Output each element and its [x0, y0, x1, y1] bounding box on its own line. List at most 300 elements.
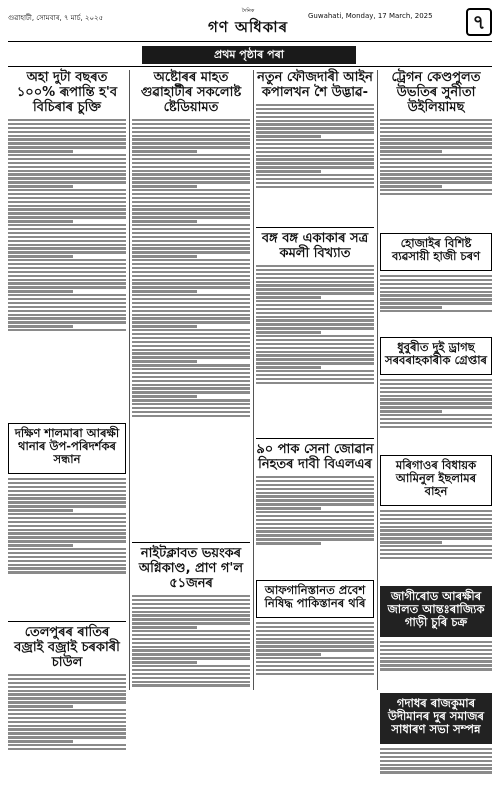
- text-line: [256, 265, 374, 267]
- text-line: [380, 135, 492, 137]
- text-line: [380, 181, 492, 183]
- text-line: [132, 127, 250, 129]
- article-body: [380, 510, 492, 582]
- text-line: [8, 282, 126, 284]
- text-line: [256, 112, 374, 114]
- article-headline: নতুন ফৌজদাৰী আইন কপালখন শৈ উদ্ভাৱ-: [257, 70, 373, 100]
- text-line: [380, 406, 492, 408]
- text-line: [8, 478, 126, 480]
- text-line: [132, 306, 250, 308]
- newspaper-page: [8, 8, 492, 736]
- text-line: [132, 634, 250, 636]
- text-line: [132, 208, 250, 210]
- text-line: [8, 279, 126, 281]
- text-line: [8, 517, 126, 519]
- text-line: [8, 224, 126, 226]
- text-line: [256, 292, 374, 294]
- text-line: [256, 308, 374, 310]
- text-line: [380, 383, 492, 385]
- text-line: [8, 201, 126, 203]
- divider: [256, 227, 374, 228]
- page-number: ৭: [466, 8, 492, 36]
- text-line: [380, 760, 492, 762]
- article-body: [380, 379, 492, 451]
- text-line: [132, 642, 250, 644]
- text-line: [132, 638, 250, 640]
- text-line: [380, 162, 492, 164]
- text-line: [380, 557, 492, 559]
- text-line: [132, 622, 250, 624]
- text-line: [8, 208, 126, 210]
- text-line: [256, 312, 374, 314]
- text-line: [132, 649, 250, 651]
- text-line: [380, 414, 492, 416]
- text-line: [8, 674, 126, 676]
- text-line: [8, 513, 126, 515]
- text-line: [8, 494, 126, 496]
- article-headline: নাইটক্লাবত ভয়ংকৰ অগ্নিকাণ্ড, প্ৰাণ গ'ল ৫১জনৰ: [138, 546, 244, 591]
- text-line: [8, 310, 126, 312]
- text-line: [380, 298, 492, 300]
- text-line: [380, 767, 492, 769]
- text-line: [132, 154, 250, 156]
- article-body: [132, 119, 250, 539]
- text-line: [380, 418, 492, 420]
- text-line: [380, 410, 442, 412]
- text-line: [380, 395, 492, 397]
- text-line: [256, 492, 374, 494]
- column-2: [132, 70, 250, 690]
- text-line: [8, 732, 126, 734]
- text-line: [380, 387, 492, 389]
- text-line: [132, 669, 250, 671]
- text-line: [132, 162, 250, 164]
- text-line: [256, 649, 374, 651]
- text-line: [132, 290, 197, 292]
- article-body: [8, 674, 126, 784]
- article-body: [380, 119, 492, 229]
- text-line: [132, 380, 250, 382]
- text-line: [256, 495, 374, 497]
- text-line: [132, 646, 250, 648]
- divider: [132, 542, 250, 543]
- text-line: [132, 251, 250, 253]
- article-headline: ৯০ পাক সেনা জোৱান নিহতৰ দাবী বিএলএৰ: [256, 442, 374, 472]
- text-line: [256, 665, 374, 667]
- text-line: [256, 131, 374, 133]
- text-line: [380, 154, 492, 156]
- text-line: [380, 541, 442, 543]
- text-line: [256, 382, 374, 384]
- text-line: [132, 181, 250, 183]
- text-line: [256, 335, 374, 337]
- text-line: [380, 131, 492, 133]
- column-4: [380, 70, 492, 736]
- text-line: [132, 325, 197, 327]
- text-line: [8, 709, 126, 711]
- text-line: [132, 119, 250, 121]
- text-line: [8, 705, 73, 707]
- text-line: [256, 323, 374, 325]
- text-line: [256, 370, 374, 372]
- text-line: [132, 599, 250, 601]
- text-line: [256, 511, 374, 513]
- text-line: [8, 567, 126, 569]
- text-line: [8, 244, 126, 246]
- text-line: [132, 201, 250, 203]
- text-line: [256, 127, 374, 129]
- text-line: [256, 634, 374, 636]
- text-line: [256, 519, 374, 521]
- text-line: [132, 138, 250, 140]
- text-line: [8, 255, 73, 257]
- text-line: [256, 327, 374, 329]
- text-line: [132, 271, 250, 273]
- text-line: [8, 686, 126, 688]
- text-line: [256, 139, 374, 141]
- text-line: [8, 236, 126, 238]
- text-line: [380, 193, 492, 195]
- text-line: [256, 296, 321, 298]
- text-line: [132, 364, 250, 366]
- text-line: [380, 518, 492, 520]
- text-line: [8, 482, 126, 484]
- masthead-title: গণ অধিকাৰ: [207, 18, 289, 36]
- text-line: [132, 317, 250, 319]
- text-line: [380, 150, 442, 152]
- text-line: [256, 378, 374, 380]
- text-line: [256, 319, 374, 321]
- header-date-right: Guwahati, Monday, 17 March, 2025: [308, 12, 433, 20]
- text-line: [132, 407, 250, 409]
- text-line: [132, 630, 250, 632]
- text-line: [380, 123, 492, 125]
- text-line: [8, 154, 126, 156]
- text-line: [380, 142, 492, 144]
- text-line: [132, 244, 250, 246]
- text-line: [380, 422, 492, 424]
- text-line: [8, 682, 126, 684]
- text-line: [132, 259, 250, 261]
- text-line: [256, 527, 374, 529]
- text-line: [380, 549, 492, 551]
- text-line: [8, 298, 126, 300]
- text-line: [8, 263, 126, 265]
- text-line: [380, 748, 492, 750]
- article-body: [256, 265, 374, 435]
- text-line: [380, 537, 492, 539]
- text-line: [8, 131, 126, 133]
- text-line: [8, 697, 126, 699]
- column-3: [256, 70, 374, 690]
- text-line: [380, 756, 492, 758]
- text-line: [256, 178, 374, 180]
- article-box-dark: [380, 693, 492, 744]
- text-line: [8, 532, 126, 534]
- text-line: [256, 515, 374, 517]
- text-line: [8, 693, 126, 695]
- text-line: [132, 123, 250, 125]
- text-line: [256, 542, 321, 544]
- text-line: [256, 480, 374, 482]
- text-line: [132, 298, 250, 300]
- text-line: [256, 354, 374, 356]
- text-line: [380, 510, 492, 512]
- text-line: [132, 189, 250, 191]
- text-line: [256, 645, 374, 647]
- text-line: [256, 347, 374, 349]
- text-line: [380, 158, 492, 160]
- text-line: [8, 181, 126, 183]
- article-body: [256, 104, 374, 224]
- column-rule: [253, 70, 254, 690]
- article-box-dark: [380, 586, 492, 637]
- text-line: [256, 277, 374, 279]
- text-line: [132, 329, 250, 331]
- text-line: [8, 544, 73, 546]
- article-headline: বঙ্গ বঙ্গ একাকাৰ সত্ৰ কমলী বিখ্যাত: [261, 231, 369, 261]
- text-line: [380, 302, 492, 304]
- article-body: [380, 275, 492, 333]
- text-line: [8, 271, 126, 273]
- text-line: [132, 618, 250, 620]
- text-line: [380, 764, 492, 766]
- text-line: [8, 240, 126, 242]
- text-line: [256, 484, 374, 486]
- text-line: [256, 116, 374, 118]
- text-line: [8, 505, 126, 507]
- section-banner: প্ৰথম পৃষ্ঠাৰ পৰা: [142, 46, 356, 64]
- text-line: [132, 391, 250, 393]
- text-line: [256, 538, 374, 540]
- article-body: [380, 641, 492, 689]
- text-line: [132, 170, 250, 172]
- text-line: [8, 158, 126, 160]
- text-line: [8, 119, 126, 121]
- text-line: [8, 317, 126, 319]
- text-line: [8, 193, 126, 195]
- text-line: [256, 673, 374, 675]
- text-line: [132, 614, 250, 616]
- text-line: [8, 560, 126, 562]
- text-line: [8, 748, 126, 750]
- text-line: [132, 345, 250, 347]
- text-line: [132, 657, 250, 659]
- column-1: [8, 70, 126, 690]
- text-line: [8, 166, 126, 168]
- text-line: [132, 395, 197, 397]
- text-line: [256, 530, 374, 532]
- article-box: [8, 423, 126, 474]
- text-line: [132, 681, 250, 683]
- text-line: [132, 384, 250, 386]
- text-line: [256, 104, 374, 106]
- text-line: [132, 368, 250, 370]
- text-line: [132, 279, 250, 281]
- text-line: [8, 736, 126, 738]
- text-line: [8, 490, 126, 492]
- text-line: [256, 669, 374, 671]
- article-box: [380, 337, 492, 375]
- text-line: [132, 653, 250, 655]
- text-line: [380, 279, 492, 281]
- text-line: [132, 673, 250, 675]
- text-line: [132, 150, 197, 152]
- text-line: [132, 228, 250, 230]
- text-line: [8, 220, 73, 222]
- text-line: [8, 150, 73, 152]
- text-line: [380, 522, 492, 524]
- text-line: [132, 142, 250, 144]
- text-line: [256, 170, 321, 172]
- banner-rule: [8, 66, 492, 67]
- text-line: [8, 525, 126, 527]
- text-line: [8, 216, 126, 218]
- article-body: [256, 622, 374, 702]
- text-line: [132, 193, 250, 195]
- text-line: [8, 486, 126, 488]
- text-line: [132, 349, 250, 351]
- text-line: [132, 626, 197, 628]
- masthead-tagline: দৈনিক: [241, 8, 255, 14]
- text-line: [132, 166, 250, 168]
- text-line: [256, 351, 374, 353]
- text-line: [256, 147, 374, 149]
- text-line: [132, 158, 250, 160]
- text-line: [132, 321, 250, 323]
- text-line: [132, 310, 250, 312]
- text-line: [132, 205, 250, 207]
- text-line: [256, 343, 374, 345]
- text-line: [256, 284, 374, 286]
- text-line: [8, 521, 126, 523]
- text-line: [132, 220, 197, 222]
- article-headline: হোজাইৰ বিশিষ্ট ব্যৱসায়ী হাজী চৰণ: [391, 236, 481, 263]
- text-line: [8, 146, 126, 148]
- text-line: [8, 189, 126, 191]
- text-line: [132, 372, 250, 374]
- text-line: [380, 752, 492, 754]
- text-line: [256, 339, 374, 341]
- text-line: [8, 678, 126, 680]
- text-line: [380, 119, 492, 121]
- text-line: [132, 665, 250, 667]
- text-line: [132, 684, 250, 686]
- text-line: [132, 661, 197, 663]
- text-line: [256, 186, 374, 188]
- article-box: [380, 233, 492, 271]
- article-headline: অহা দুটা বছৰত ১০০% ৰূপান্তি হ'ব বিচিৰাৰ চুক্তি: [16, 70, 118, 115]
- text-line: [132, 146, 250, 148]
- text-line: [132, 240, 250, 242]
- text-line: [132, 333, 250, 335]
- text-line: [8, 267, 126, 269]
- text-line: [256, 488, 374, 490]
- text-line: [8, 501, 126, 503]
- article-headline: ট্ৰেগন কেণ্ডপুলত উভতিৰ সুনীতা উইলিয়ামছ: [391, 70, 481, 115]
- text-line: [256, 358, 374, 360]
- divider: [8, 621, 126, 622]
- text-line: [8, 286, 126, 288]
- text-line: [8, 717, 126, 719]
- text-line: [132, 131, 250, 133]
- text-line: [256, 366, 321, 368]
- text-line: [132, 255, 197, 257]
- text-line: [380, 127, 492, 129]
- text-line: [132, 352, 250, 354]
- text-line: [380, 170, 492, 172]
- header-date-left: গুৱাহাটী, সোমবাৰ, ৭ মাৰ্চ, ২০২৫: [8, 14, 104, 22]
- text-line: [256, 288, 374, 290]
- text-line: [8, 740, 73, 742]
- text-line: [132, 360, 197, 362]
- text-line: [8, 509, 73, 511]
- text-line: [380, 294, 492, 296]
- text-line: [256, 162, 374, 164]
- text-line: [132, 411, 250, 413]
- column-rule: [129, 70, 130, 690]
- article-headline: অষ্টোৰৰ মাহত গুৱাহাটীৰ সকলোষ্ট ষ্টেডিয়ামত: [140, 70, 242, 115]
- text-line: [256, 641, 374, 643]
- text-line: [380, 533, 492, 535]
- text-line: [256, 120, 374, 122]
- text-line: [8, 302, 126, 304]
- text-line: [380, 545, 492, 547]
- text-line: [380, 306, 442, 308]
- text-line: [8, 228, 126, 230]
- text-line: [380, 771, 492, 773]
- text-line: [8, 212, 126, 214]
- text-line: [256, 534, 374, 536]
- text-line: [8, 725, 126, 727]
- text-line: [8, 197, 126, 199]
- text-line: [8, 275, 126, 277]
- page-header: [8, 8, 492, 42]
- text-line: [8, 205, 126, 207]
- text-line: [256, 281, 374, 283]
- text-line: [380, 177, 492, 179]
- text-line: [380, 645, 492, 647]
- text-line: [380, 138, 492, 140]
- text-line: [8, 721, 126, 723]
- text-line: [256, 269, 374, 271]
- text-line: [132, 611, 250, 613]
- text-line: [256, 155, 374, 157]
- article-headline: তেলপুৰৰ ৰাতিৰ বজ্ৰাই বজ্ৰাই চৰকাৰী চাউল: [14, 625, 120, 670]
- text-line: [132, 607, 250, 609]
- article-headline: দক্ষিণ শালমাৰা আৰক্ষী থানাৰ উপ-পৰিদৰ্শকৰ সন্ধান: [14, 426, 120, 466]
- text-line: [256, 273, 374, 275]
- text-line: [8, 556, 126, 558]
- text-line: [132, 267, 250, 269]
- article-box: [256, 580, 374, 618]
- text-line: [380, 283, 492, 285]
- text-line: [132, 294, 250, 296]
- text-line: [380, 426, 492, 428]
- text-line: [132, 387, 250, 389]
- text-line: [256, 626, 374, 628]
- article-body: [380, 748, 492, 788]
- text-line: [380, 402, 492, 404]
- text-line: [8, 185, 73, 187]
- text-line: [8, 701, 126, 703]
- text-line: [380, 146, 492, 148]
- text-line: [8, 497, 126, 499]
- text-line: [256, 108, 374, 110]
- text-line: [132, 677, 250, 679]
- text-line: [132, 224, 250, 226]
- text-line: [380, 553, 492, 555]
